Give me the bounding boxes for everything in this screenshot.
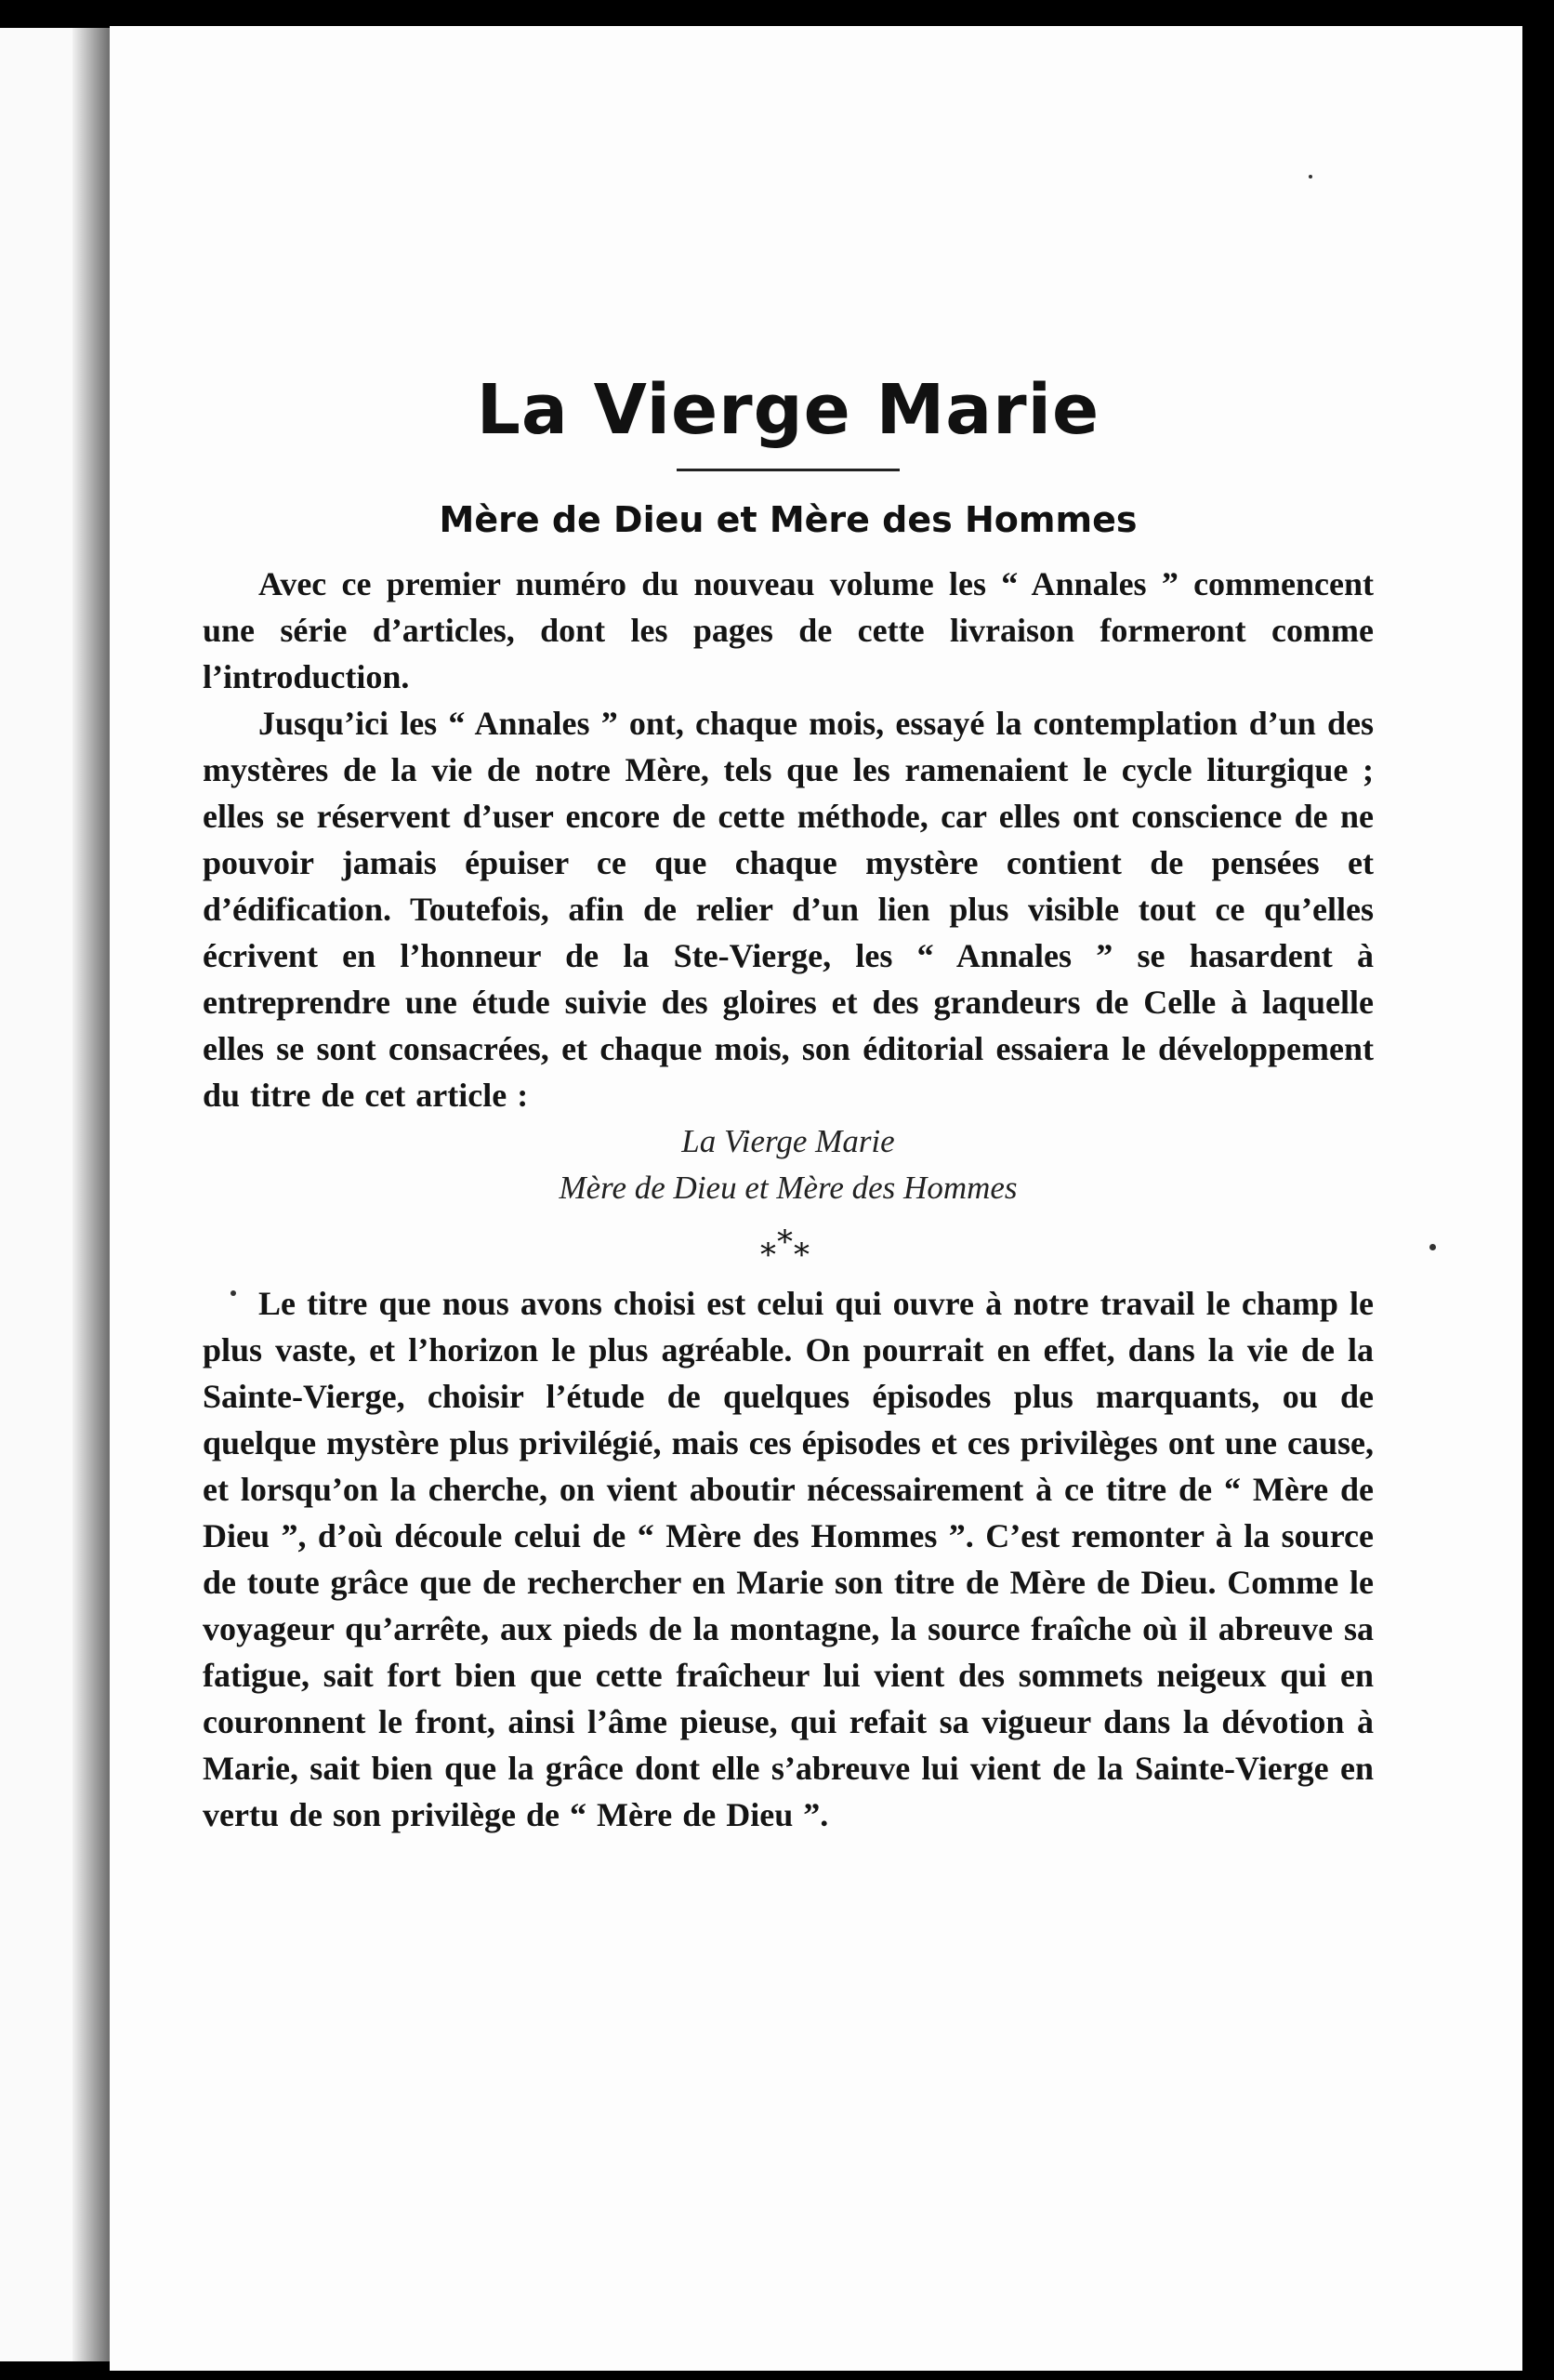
- italic-title-line-2: Mère de Dieu et Mère des Hommes: [559, 1170, 1018, 1206]
- asterism-star: *: [760, 1236, 776, 1274]
- italic-title-line-1: La Vierge Marie: [681, 1123, 895, 1159]
- asterism-star: *: [777, 1223, 793, 1261]
- page-title: La Vierge Marie: [476, 370, 1100, 450]
- scan-speck: [1309, 175, 1312, 178]
- book-page: [110, 26, 1522, 2371]
- paragraph-annales: Jusqu’ici les “ Annales ” ont, chaque mois, essayé la contemplation d’un des mystères de la vie de notre Mère, tels que les ramenaient le cycle liturgique ; elles se réservent d’user encore de cette méthode, car elles ont conscience de ne pouvoir jamais épuiser ce que chaque mystère contient de pensées et d’édification. Toutefois, afin de relier d’un lien plus visible tout ce qu’elles écrivent en l’honneur de la Ste-Vierge, les “ Annales ” se hasardent à entreprendre une étude suivie des gloires et des grandeurs de Celle à laquelle elles se sont consacrées, et chaque mois, son éditorial essaiera le développement du titre de cet article :: [203, 705, 1374, 1114]
- asterism-star: *: [794, 1236, 810, 1274]
- paragraph-intro: Avec ce premier numéro du nouveau volume les “ Annales ” commencent une série d’articles, dont les pages de cette livraison formeront comme l’introduction.: [203, 565, 1374, 695]
- binding-shadow: [72, 28, 110, 2361]
- page-content: [203, 370, 1374, 1838]
- scan-speck: [230, 1290, 236, 1296]
- page-subtitle: Mère de Dieu et Mère des Hommes: [439, 499, 1138, 540]
- asterism-separator: [203, 1223, 1374, 1274]
- title-rule: [677, 469, 900, 471]
- paragraph-titre: Le titre que nous avons choisi est celui qui ouvre à notre travail le champ le plus vaste, et l’horizon le plus agréable. On pourrait en effet, dans la vie de la Sainte-Vierge, choisir l’étude de quelques épisodes plus marquants, ou de quelque mystère plus privilégié, mais ces épisodes et ces privilèges ont une cause, et lorsqu’on la cherche, on vient aboutir nécessairement à ce titre de “ Mère de Dieu ”, d’où découle celui de “ Mère des Hommes ”. C’est remonter à la source de toute grâce que de rechercher en Marie son titre de Mère de Dieu. Comme le voyageur qu’arrête, aux pieds de la montagne, la source fraîche où il abreuve sa fatigue, sait fort bien que cette fraîcheur lui vient des sommets neigeux qui en couronnent le front, ainsi l’âme pieuse, qui refait sa vigueur dans la dévotion à Marie, sait bien que la grâce dont elle s’abreuve lui vient de la Sainte-Vierge en vertu de son privilège de “ Mère de Dieu ”.: [203, 1285, 1374, 1833]
- scan-speck: [1429, 1244, 1436, 1250]
